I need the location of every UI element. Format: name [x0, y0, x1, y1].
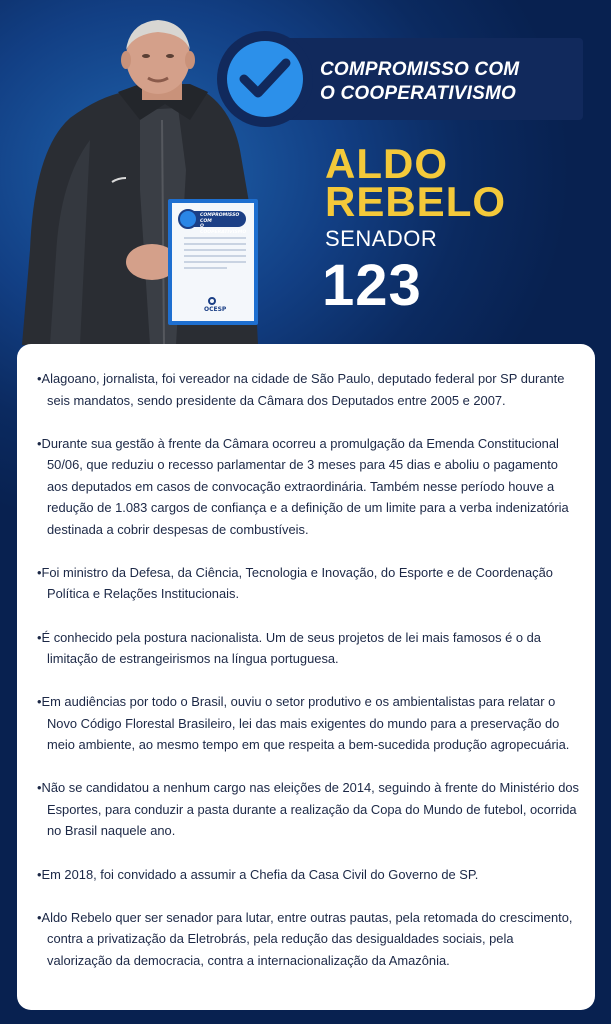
certificate-badge	[180, 211, 247, 235]
certificate-title-line1: COMPROMISSO COM	[200, 213, 240, 224]
candidate-name	[325, 140, 507, 225]
candidate-last-name: REBELO	[325, 178, 507, 225]
checkmark-badge	[227, 41, 303, 117]
header	[0, 0, 611, 345]
bio-item: • Em 2018, foi convidado a assumir a Chefia da Casa Civil do Governo de SP.	[37, 864, 582, 886]
candidate-number: 123	[322, 253, 422, 318]
candidate-first-name: ALDO	[325, 140, 448, 187]
banner-text	[320, 58, 570, 106]
certificate-title-line2: O COOPERATIVISMO	[200, 224, 247, 235]
certificate-document	[168, 199, 258, 325]
checkmark-icon	[238, 55, 292, 101]
certificate-logo	[204, 297, 226, 313]
bio-item: • Alagoano, jornalista, foi vereador na cidade de São Paulo, deputado federal por SP durante seis mandatos, sendo presidente da Câmara dos Deputados entre 2005 e 2007.	[37, 368, 582, 411]
bio-item: • Durante sua gestão à frente da Câmara ocorreu a promulgação da Emenda Constitucional 50/06, que reduziu o recesso parlamentar de 3 meses para 45 dias e aboliu o pagamento aos deputados em casos de convocação extraordinária. Também nesse período houve a redução de 1.083 cargos de confiança e a definição de um limite para a verba indenizatória destinada a cobrir despesas de combustíveis.	[37, 433, 582, 541]
bio-item: • É conhecido pela postura nacionalista. Um de seus projetos de lei mais famosos é o da limitação de estrangeirismos na língua portuguesa.	[37, 627, 582, 670]
certificate-text-lines	[184, 237, 246, 273]
bio-item: • Aldo Rebelo quer ser senador para lutar, entre outras pautas, pela retomada do crescimento, contra a privatização da Eletrobrás, pela redução das desigualdades sociais, pela valorização da democracia, contra a internacionalização da Amazônia.	[37, 907, 582, 972]
candidate-role: SENADOR	[325, 226, 438, 251]
bio-item: • Foi ministro da Defesa, da Ciência, Tecnologia e Inovação, do Esporte e de Coordenação Política e Relações Institucionais.	[37, 562, 582, 605]
check-icon	[178, 209, 198, 229]
banner-line2: O COOPERATIVISMO	[320, 83, 517, 104]
bio-item: • Não se candidatou a nenhum cargo nas eleições de 2014, seguindo à frente do Ministério dos Esportes, para conduzir a pasta durante a realização da Copa do Mundo de futebol, ocorrida no Brasil naquele ano.	[37, 777, 582, 842]
bio-list	[37, 368, 582, 993]
certificate-logo-text: OCESP	[204, 306, 227, 313]
bio-item: • Em audiências por todo o Brasil, ouviu o setor produtivo e os ambientalistas para relatar o Novo Código Florestal Brasileiro, lei das mais exigentes do mundo para a preservação do meio ambiente, ao mesmo tempo em que respeita a bem-sucedida produção agropecuária.	[37, 691, 582, 756]
banner-line1: COMPROMISSO COM	[320, 59, 520, 80]
